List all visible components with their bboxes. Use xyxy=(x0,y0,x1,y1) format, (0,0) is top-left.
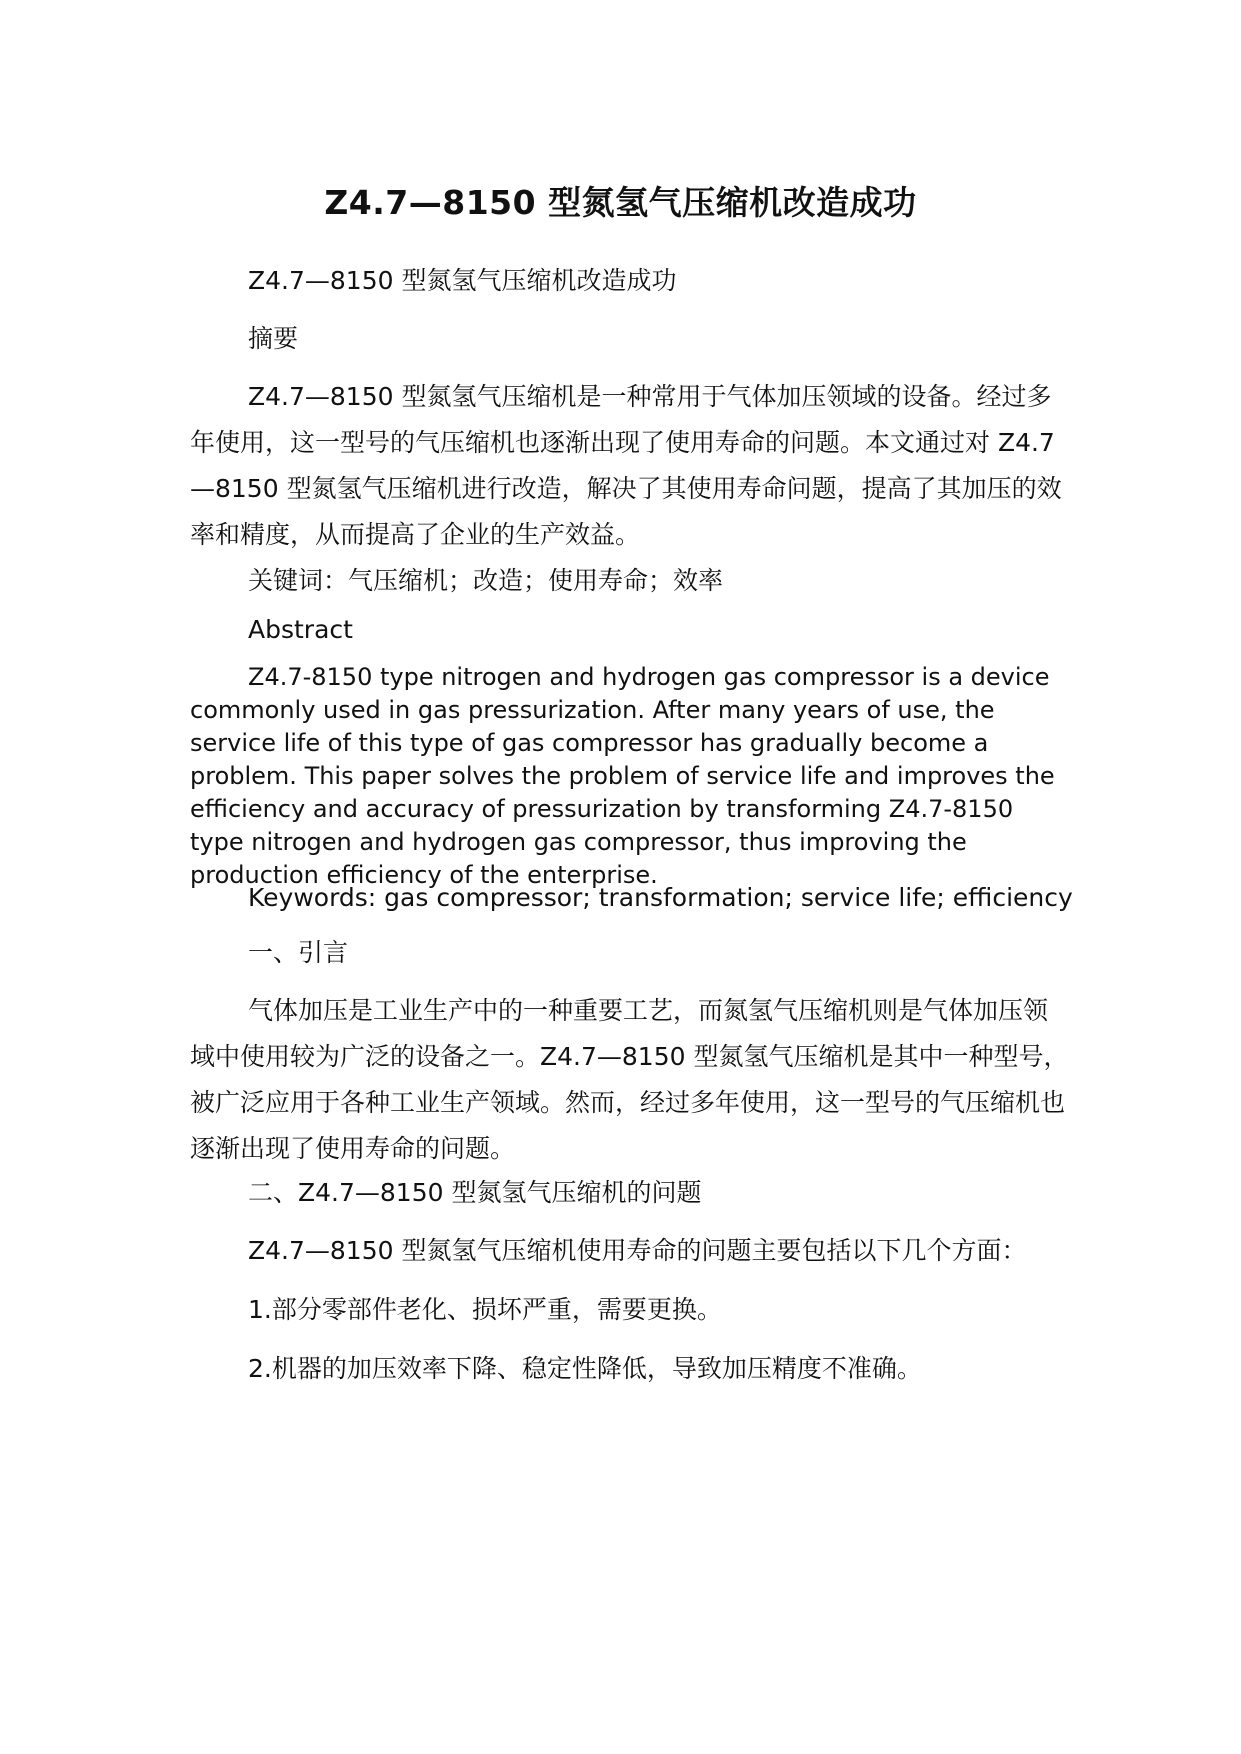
section2-intro: Z4.7—8150 型氮氢气压缩机使用寿命的问题主要包括以下几个方面： xyxy=(248,1236,1027,1265)
keywords-en: Keywords: gas compressor; transformation; service life; efficiency xyxy=(248,883,1073,912)
list-item: 2.机器的加压效率下降、稳定性降低，导致加压精度不准确。 xyxy=(248,1354,922,1383)
abstract-en-body: Z4.7-8150 type nitrogen and hydrogen gas compressor is a device commonly used in gas pressurization. After many years of use, the service life of this type of gas compressor has gradually become a problem. This paper solves the problem of service life and improves the efficiency and accuracy of pressurization by transforming Z4.7-8150 type nitrogen and hydrogen gas compressor, thus improving the production efficiency of the enterprise. xyxy=(190,663,1055,889)
abstract-heading: 摘要 xyxy=(248,324,299,353)
document-subtitle: Z4.7—8150 型氮氢气压缩机改造成功 xyxy=(248,266,677,295)
keywords-cn: 关键词：气压缩机；改造；使用寿命；效率 xyxy=(248,566,724,595)
list-item: 1.部分零部件老化、损坏严重，需要更换。 xyxy=(248,1295,722,1324)
section2-heading: 二、Z4.7—8150 型氮氢气压缩机的问题 xyxy=(248,1178,702,1207)
abstract-body: Z4.7—8150 型氮氢气压缩机是一种常用于气体加压领域的设备。经过多年使用，这一型号的气压缩机也逐渐出现了使用寿命的问题。本文通过对 Z4.7—8150 型氮氢气压缩机进行改造，解决了其使用寿命问题，提高了其加压的效率和精度，从而提高了企业的生产效益。 xyxy=(190,382,1062,549)
abstract-en-heading: Abstract xyxy=(248,615,353,644)
section1-body: 气体加压是工业生产中的一种重要工艺，而氮氢气压缩机则是气体加压领域中使用较为广泛的设备之一。Z4.7—8150 型氮氢气压缩机是其中一种型号，被广泛应用于各种工业生产领域。然而，经过多年使用，这一型号的气压缩机也逐渐出现了使用寿命的问题。 xyxy=(190,996,1069,1163)
document-title: Z4.7—8150 型氮氢气压缩机改造成功 xyxy=(324,183,917,222)
section1-heading: 一、引言 xyxy=(248,938,349,967)
